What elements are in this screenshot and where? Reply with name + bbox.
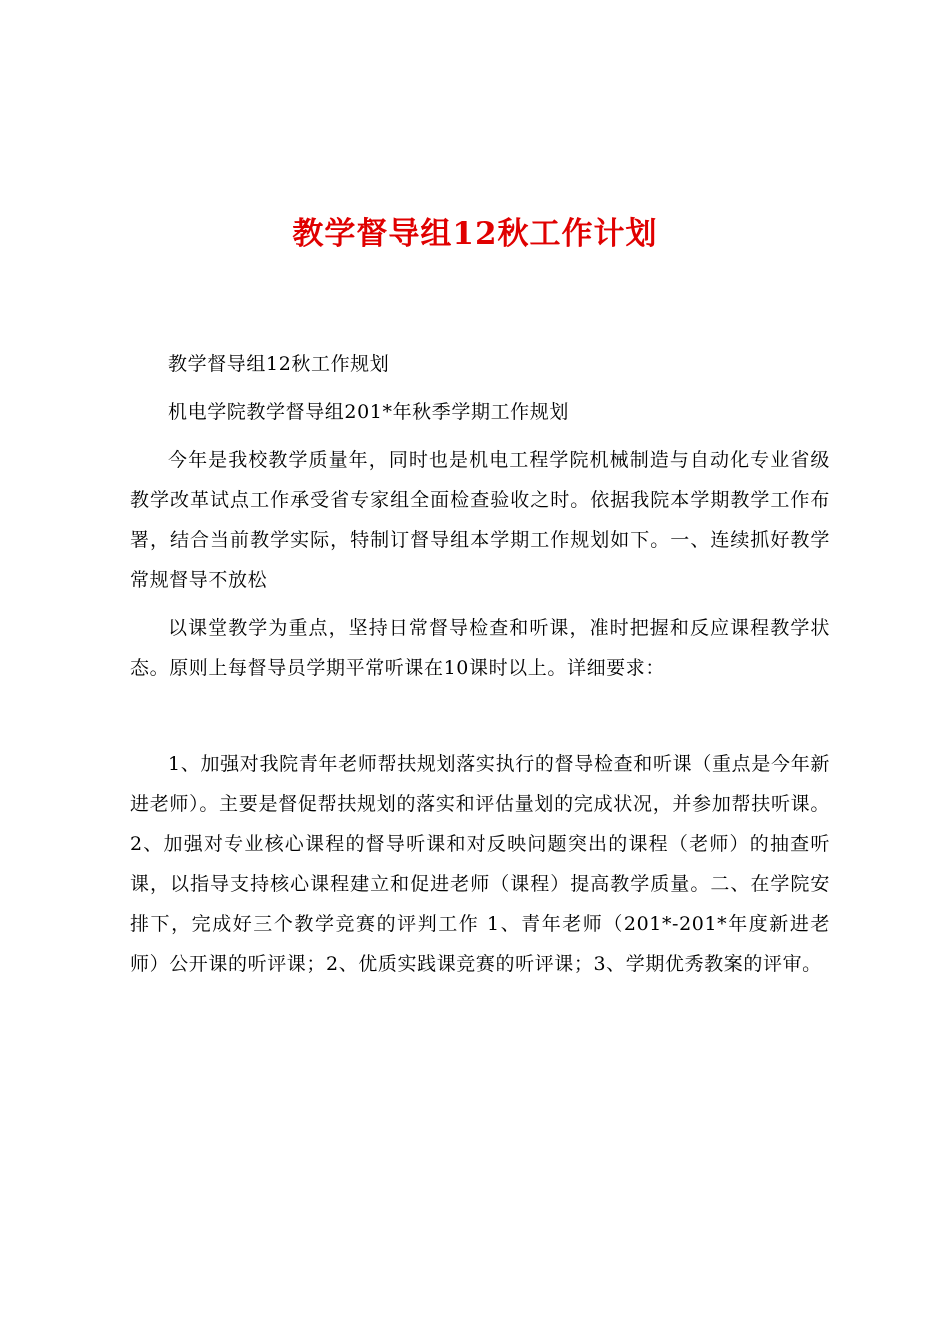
paragraph-subtitle: 教学督导组12秋工作规划 [168,353,390,375]
document-body [130,344,830,984]
paragraph-requirements: 1、加强对我院青年老师帮扶规划落实执行的督导检查和听课（重点是今年新进老师）。主要是督促帮扶规划的落实和评估量划的完成状况，并参加帮扶听课。2、加强对专业核心课程的督导听课和对反映问题突出的课程（老师）的抽查听课，以指导支持核心课程建立和促进老师（课程）提高教学质量。二、在学院安排下，完成好三个教学竞赛的评判工作 1、青年老师（201*-201*年度新进老师）公开课的听评课；2、优质实践课竞赛的听评课；3、学期优秀教案的评审。 [130,753,830,975]
paragraph-intro: 今年是我校教学质量年，同时也是机电工程学院机械制造与自动化专业省级教学改革试点工作承受省专家组全面检查验收之时。依据我院本学期教学工作布署，结合当前教学实际，特制订督导组本学期工作规划如下。一、连续抓好教学常规督导不放松 [130,449,830,591]
paragraph-heading: 机电学院教学督导组201*年秋季学期工作规划 [168,401,569,423]
document-title: 教学督导组12秋工作计划 [292,216,658,252]
paragraph-focus: 以课堂教学为重点，坚持日常督导检查和听课，准时把握和反应课程教学状态。原则上每督导员学期平常听课在10课时以上。详细要求： [130,617,830,679]
